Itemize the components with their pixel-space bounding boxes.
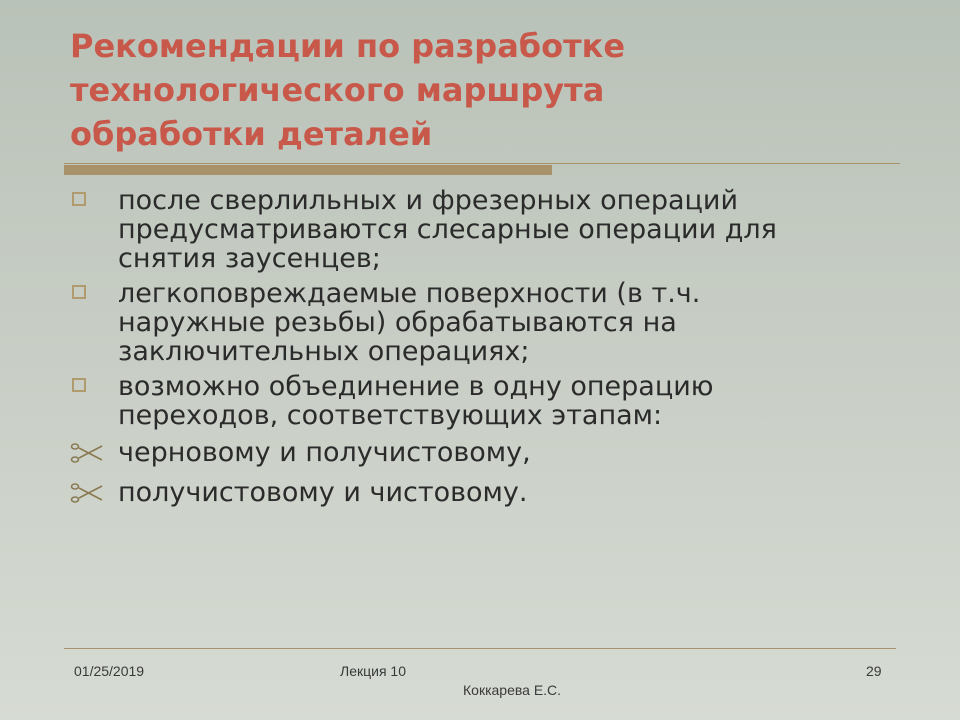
bullet-text-line: наружные резьбы) обрабатываются на — [118, 307, 677, 338]
square-bullet-icon — [72, 378, 86, 392]
bullet-text-line: снятия заусенцев; — [118, 243, 381, 274]
title-line: Рекомендации по разработке — [70, 27, 626, 65]
footer-date: 01/25/2019 — [74, 663, 145, 679]
footer-author: Коккарева Е.С. — [463, 682, 562, 698]
bullet-text-line: предусматриваются слесарные операции для — [118, 214, 777, 245]
bullet-text-line: переходов, соответствующих этапам: — [118, 400, 663, 431]
footer-lecture: Лекция 10 — [340, 663, 406, 679]
bullet-item — [70, 372, 900, 430]
title-line: обработки деталей — [70, 115, 433, 153]
bullet-item — [70, 279, 900, 366]
bullet-text-line: заключительных операциях; — [118, 336, 530, 367]
bullet-item — [70, 476, 900, 510]
slide-title — [70, 24, 900, 156]
scissors-bullet-icon — [70, 482, 104, 504]
bullet-text-line: получистовому и чистовому. — [118, 477, 528, 508]
bullet-list — [70, 186, 900, 516]
square-bullet-icon — [72, 285, 86, 299]
title-divider-thin — [64, 163, 900, 164]
bullet-text-line: легкоповреждаемые поверхности (в т.ч. — [118, 278, 701, 309]
footer-divider — [64, 648, 896, 649]
square-bullet-icon — [72, 192, 86, 206]
bullet-item — [70, 186, 900, 273]
bullet-text-line: возможно объединение в одну операцию — [118, 371, 714, 402]
bullet-text-line: после сверлильных и фрезерных операций — [118, 185, 739, 216]
scissors-bullet-icon — [70, 442, 104, 464]
slide-number: 29 — [866, 663, 882, 679]
title-divider-accent — [64, 165, 552, 175]
title-line: технологического маршрута — [70, 71, 605, 109]
bullet-item — [70, 436, 900, 470]
bullet-text-line: черновому и получистовому, — [118, 437, 531, 468]
